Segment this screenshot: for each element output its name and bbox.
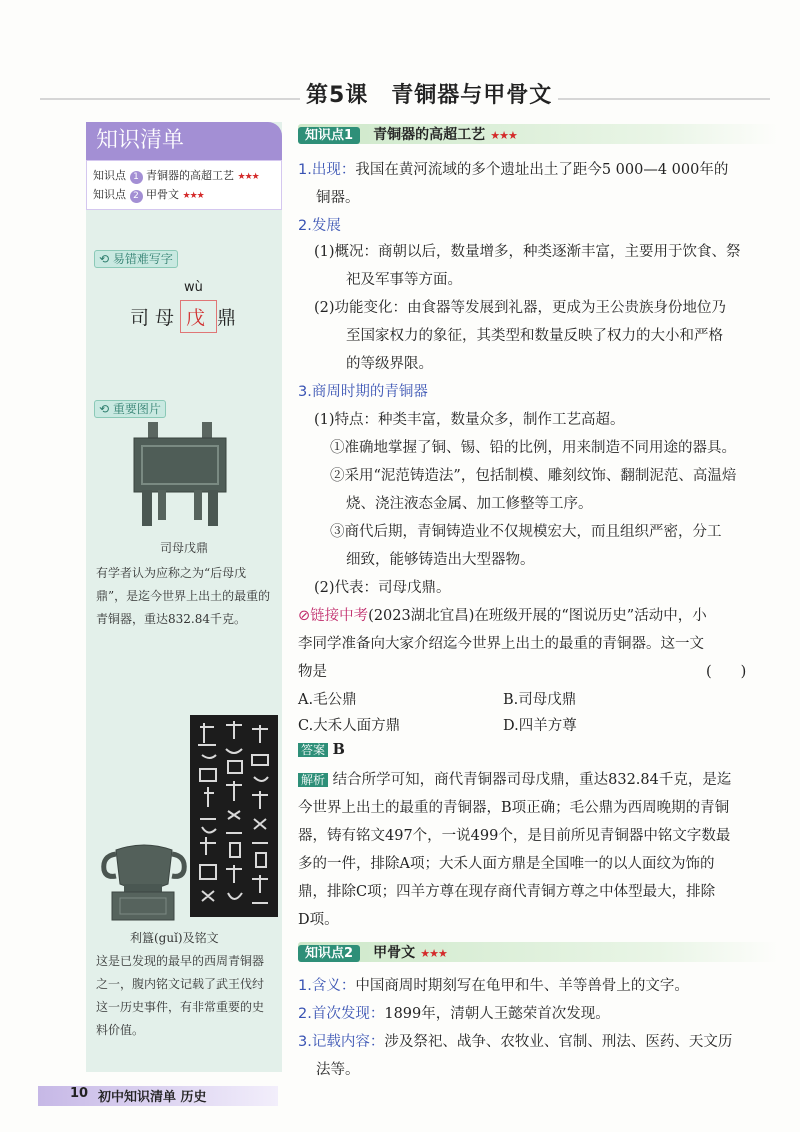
kp2-p3 (298, 1030, 732, 1051)
inscription-rubbing-image (190, 715, 278, 917)
kp1-p1-text: 我国在黄河流域的多个遗址出土了距今5 000—4 000年的 (355, 162, 729, 178)
item-number: 1 (130, 171, 143, 184)
image2-description: 这是已发现的最早的西周青铜器之一，腹内铭文记载了武王伐纣这一历史事件，有非常重要的史料价值。 (96, 954, 265, 1037)
kp2-p3-head: 3.记载内容： (298, 1034, 385, 1050)
li-gui-image (98, 830, 188, 922)
kp1-label: 知识点1 (298, 127, 360, 144)
knowledge-list-item (93, 167, 275, 186)
kp1-p2-b1: (2)功能变化：由食器等发展到礼器，更成为王公贵族身份地位乃 (314, 300, 727, 316)
exam-question-line3: 物是 (298, 664, 327, 680)
tag-label: 易错难写字 (112, 252, 173, 266)
kp1-p3-a2-1: ②采用“泥范铸造法”，包括制模、雕刻纹饰、翻制泥范、高温焙 (330, 468, 737, 484)
analysis-text: 结合所学可知，商代青铜器司母戊鼎，重达832.84千克，是迄 (332, 772, 732, 788)
kp1-p3-a3-1: ③商代后期，青铜铸造业不仅规模宏大，而且组织严密，分工 (330, 524, 722, 540)
exam-question-line1 (298, 604, 707, 625)
answer-value: B (332, 741, 345, 758)
kp1-p1-cont: 铜器。 (316, 190, 360, 206)
kp1-header-content (298, 124, 517, 144)
kp1-p2-b2: 至国家权力的象征，其类型和数量反映了权力的大小和严格 (346, 328, 723, 344)
tag-images: ⟲ 重要图片 (94, 400, 166, 418)
kp2-header-content (298, 942, 447, 962)
kp1-name: 青铜器的高超工艺 (373, 127, 486, 143)
kp2-p2-text: 1899年，清朝人王懿荣首次发现。 (384, 1006, 610, 1022)
footer-title: 初中知识清单 历史 (98, 1090, 207, 1105)
kp2-p1-head: 1.含义： (298, 978, 356, 994)
exam-q1: (2023湖北宜昌)在班级开展的“图说历史”活动中，小 (368, 608, 707, 624)
option-b: B.司母戊鼎 (503, 692, 577, 708)
kp1-p3-a1: ①准确地掌握了铜、锡、铅的比例，用来制造不同用途的器具。 (330, 440, 736, 456)
stars-icon: ★★★ (420, 947, 447, 960)
item-label: 甲骨文 (146, 188, 179, 201)
kp2-name: 甲骨文 (373, 945, 416, 961)
analysis-line2: 今世界上出土的最重的青铜器，B项正确；毛公鼎为西周晚期的青铜 (298, 800, 730, 816)
analysis-line5: 鼎，排除C项；四羊方尊在现存商代青铜方尊之中体型最大，排除 (298, 884, 716, 900)
page-number: 10 (70, 1086, 89, 1101)
kp2-label: 知识点2 (298, 945, 360, 962)
tag-hard-chars: ⟲ 易错难写字 (94, 250, 178, 268)
hard-chars (130, 300, 242, 333)
option-a: A.毛公鼎 (298, 692, 357, 708)
item-prefix: 知识点 (93, 188, 126, 201)
kp1-p2-head: 2.发展 (298, 218, 341, 234)
kp1-p1 (298, 158, 728, 179)
answer-line (298, 741, 345, 758)
kp1-p3-head: 3.商周时期的青铜器 (298, 384, 428, 400)
kp2-p3-text: 涉及祭祀、战争、农牧业、官制、刑法、医药、天文历 (384, 1034, 733, 1050)
boxed-char: 戊 (180, 300, 217, 333)
kp2-p2 (298, 1002, 610, 1023)
kp1-p3-b: (2)代表：司母戊鼎。 (314, 580, 451, 596)
answer-blank: ( ) (706, 664, 747, 680)
knowledge-list-item (93, 186, 275, 205)
option-d: D.四羊方尊 (503, 718, 577, 734)
exam-question-line2: 李同学准备向大家介绍迄今世界上出土的最重的青铜器。这一文 (298, 636, 704, 652)
kp1-p3-a: (1)特点：种类丰富，数量众多，制作工艺高超。 (314, 412, 625, 428)
chars-after: 鼎 (217, 307, 243, 329)
tag-hard-chars-wrap (94, 248, 178, 267)
item-prefix: 知识点 (93, 169, 126, 182)
analysis-line6: D项。 (298, 912, 339, 928)
pinyin: wù (184, 280, 203, 295)
kp1-p3-a3-2: 细致，能够铸造出大型器物。 (346, 552, 535, 568)
image1-caption: 司母戊鼎 (160, 541, 209, 555)
stars-icon: ★★★ (237, 172, 259, 182)
kp2-p3-cont: 法等。 (316, 1062, 360, 1078)
kp1-p2-b3: 的等级界限。 (346, 356, 433, 372)
kp2-p1 (298, 974, 689, 995)
answer-tag: 答案 (298, 743, 328, 757)
stars-icon: ★★★ (490, 129, 517, 142)
kp1-p3-a2-2: 烧、浇注液态金属、加工修整等工序。 (346, 496, 593, 512)
exam-link-label: 链接中考 (310, 608, 369, 624)
item-number: 2 (130, 190, 143, 203)
simuwu-ding-image (120, 420, 240, 532)
sidebar-header: 知识清单 (86, 122, 282, 160)
kp2-p2-head: 2.首次发现： (298, 1006, 385, 1022)
chars-before: 司母 (130, 307, 181, 329)
stars-icon: ★★★ (182, 191, 204, 201)
link-icon: ⊘ (298, 608, 311, 624)
tag-images-wrap (94, 398, 166, 417)
analysis-line1 (298, 768, 731, 789)
analysis-line4: 多的一件，排除A项；大禾人面方鼎是全国唯一的以人面纹为饰的 (298, 856, 715, 872)
image2-caption: 利簋(guǐ)及铭文 (130, 931, 219, 945)
item-label: 青铜器的高超工艺 (146, 169, 234, 182)
analysis-tag: 解析 (298, 773, 328, 787)
kp1-p2-a2: 祀及军事等方面。 (346, 272, 462, 288)
kp2-p1-text: 中国商周时期刻写在龟甲和牛、羊等兽骨上的文字。 (355, 978, 689, 994)
analysis-line3: 器，铸有铭文497个，一说499个，是目前所见青铜器中铭文字数最 (298, 828, 731, 844)
knowledge-list (86, 160, 282, 210)
image1-description: 有学者认为应称之为“后母戊鼎”，是迄今世界上出土的最重的青铜器，重达832.84千克。 (96, 566, 271, 626)
page-title: 第5课 青铜器与甲骨文 (300, 78, 558, 109)
kp1-p2-a1: (1)概况：商朝以后，数量增多，种类逐渐丰富，主要用于饮食、祭 (314, 244, 741, 260)
tag-label: 重要图片 (112, 402, 161, 416)
option-c: C.大禾人面方鼎 (298, 718, 401, 734)
kp1-p1-head: 1.出现： (298, 162, 356, 178)
